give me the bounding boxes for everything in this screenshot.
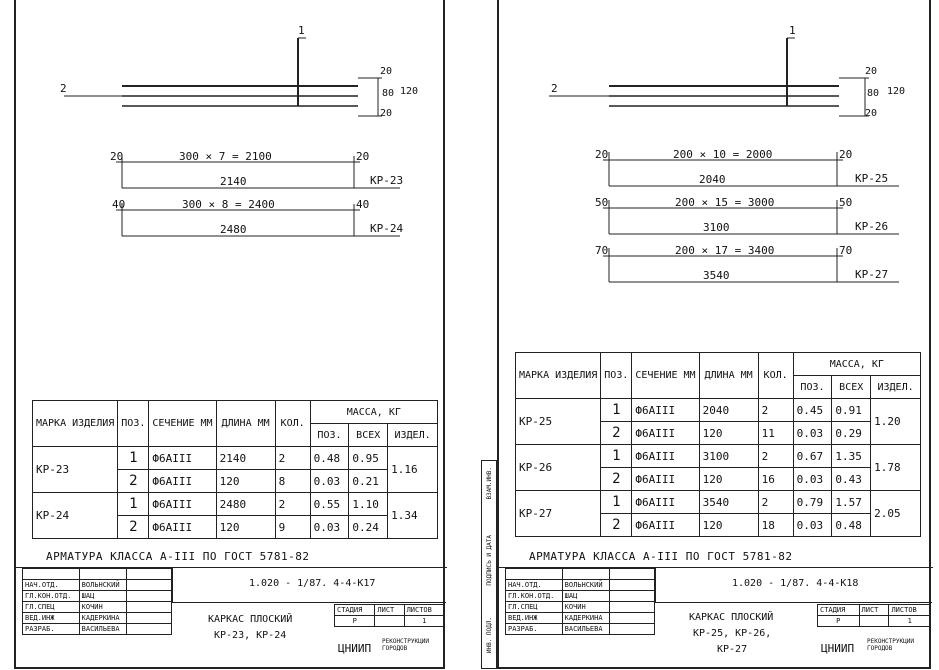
cell-mass-pos: 0.03: [793, 468, 832, 491]
drawing-title: КАРКАС ПЛОСКИЙ: [208, 614, 293, 625]
org-name: ЦНИИП: [821, 642, 855, 655]
side-label: ИНВ. ПОДЛ.: [486, 617, 493, 654]
mark-label: КР-23: [370, 174, 404, 187]
sheet-header: ЛИСТ: [375, 605, 404, 616]
cell-mass-pos: 0.03: [310, 516, 349, 539]
cell-section: Ф6АIII: [632, 445, 699, 468]
header-length: ДЛИНА ММ: [216, 401, 275, 447]
sheet-header: ЛИСТ: [859, 605, 889, 616]
position-1-label: 1: [789, 24, 796, 37]
header-mass: МАССА, КГ: [793, 353, 920, 376]
dim-left: 20: [595, 148, 609, 161]
dim-vertical: 80: [382, 88, 395, 99]
person: КОЧИН: [79, 602, 126, 613]
dim-right: 20: [839, 148, 853, 161]
spec-table: [515, 352, 921, 537]
cell-section: Ф6АIII: [632, 422, 699, 445]
org-name-2: РЕКОНСТРУКЦИИ ГОРОДОВ: [382, 638, 429, 652]
mark-label: КР-27: [855, 268, 889, 281]
person: ВОЛЬНСКИЙ: [562, 580, 609, 591]
cell-pos: 2: [601, 422, 632, 445]
cell-mass-pos: 0.03: [310, 470, 349, 493]
cell-length: 3100: [699, 445, 758, 468]
cell-pos: 2: [118, 470, 149, 493]
title-block: [499, 567, 933, 670]
person: ВАСИЛЬЕВА: [562, 624, 609, 635]
header-length: ДЛИНА ММ: [699, 353, 758, 399]
side-strip: [481, 460, 497, 669]
position-2-label: 2: [551, 82, 558, 95]
header-pos: ПОЗ.: [601, 353, 632, 399]
code-box: [172, 568, 446, 603]
cell-section: Ф6АIII: [149, 516, 216, 539]
cell-mark: КР-25: [516, 399, 601, 445]
cell-mass-pos: 0.48: [310, 447, 349, 470]
stage-header: СТАДИЯ: [335, 605, 375, 616]
dim-right: 40: [356, 198, 370, 211]
rebar-class-note: АРМАТУРА КЛАССА А-III ПО ГОСТ 5781-82: [529, 550, 793, 563]
cell-section: Ф6АIII: [149, 447, 216, 470]
cell-qty: 2: [275, 447, 310, 470]
cell-qty: 2: [758, 399, 793, 422]
mark-label: КР-24: [370, 222, 404, 235]
cell-mass-all: 0.21: [349, 470, 388, 493]
table-row: [516, 399, 921, 422]
role: НАЧ.ОТД.: [506, 580, 563, 591]
stage-table: [817, 604, 931, 627]
dim-left: 50: [595, 196, 609, 209]
dim-total: 2040: [699, 173, 726, 186]
cell-section: Ф6АIII: [149, 470, 216, 493]
cell-qty: 8: [275, 470, 310, 493]
role: НАЧ.ОТД.: [23, 580, 80, 591]
mark-label: КР-25: [855, 172, 889, 185]
cell-qty: 2: [275, 493, 310, 516]
drawing-subtitle-2: КР-27: [717, 644, 748, 655]
header-section: СЕЧЕНИЕ ММ: [149, 401, 216, 447]
dim-chain: 300 × 8 = 2400: [182, 198, 275, 211]
person: ВОЛЬНСКИЙ: [79, 580, 126, 591]
cell-qty: 9: [275, 516, 310, 539]
header-qty: КОЛ.: [758, 353, 793, 399]
header-mass-item: ИЗДЕЛ.: [871, 376, 921, 399]
cell-mass-all: 0.95: [349, 447, 388, 470]
cell-qty: 16: [758, 468, 793, 491]
header-pos: ПОЗ.: [118, 401, 149, 447]
cell-mass-all: 0.29: [832, 422, 871, 445]
side-label: ПОДПИСЬ И ДАТА: [486, 535, 493, 586]
org-name-2: РЕКОНСТРУКЦИИ ГОРОДОВ: [867, 638, 914, 652]
dim-chain: 200 × 15 = 3000: [675, 196, 775, 209]
cell-mark: КР-26: [516, 445, 601, 491]
dim-left: 40: [112, 198, 126, 211]
dim-left: 20: [110, 150, 124, 163]
cell-mass-pos: 0.03: [793, 514, 832, 537]
dim-total: 3540: [703, 269, 730, 282]
cell-pos: 1: [601, 491, 632, 514]
position-2-label: 2: [60, 82, 67, 95]
dim-right: 70: [839, 244, 853, 257]
dim-right: 20: [356, 150, 370, 163]
cell-qty: 2: [758, 445, 793, 468]
stage-value: Р: [335, 616, 375, 627]
cell-pos: 1: [601, 399, 632, 422]
spec-table: [32, 400, 438, 539]
person: ШАЦ: [562, 591, 609, 602]
signatures-table: [505, 568, 655, 635]
header-mark: МАРКА ИЗДЕЛИЯ: [516, 353, 601, 399]
cell-mass-item: 1.20: [871, 399, 921, 445]
cell-length: 120: [699, 468, 758, 491]
table-row: [516, 445, 921, 468]
signatures-table: [22, 568, 172, 635]
document-code: 1.020 - 1/87. 4-4-К18: [732, 578, 859, 589]
table-row: [33, 493, 438, 516]
stage-header: СТАДИЯ: [818, 605, 860, 616]
cell-mass-pos: 0.45: [793, 399, 832, 422]
role: ВЕД.ИНЖ: [506, 613, 563, 624]
dim-vertical: 20: [865, 108, 878, 119]
cell-mass-pos: 0.79: [793, 491, 832, 514]
role: РАЗРАБ.: [506, 624, 563, 635]
dim-total: 3100: [703, 221, 730, 234]
person: ШАЦ: [79, 591, 126, 602]
dim-vertical: 20: [380, 66, 393, 77]
dim-chain: 200 × 17 = 3400: [675, 244, 775, 257]
dim-total: 2140: [220, 175, 247, 188]
cell-mark: КР-24: [33, 493, 118, 539]
cell-mark: КР-27: [516, 491, 601, 537]
cell-pos: 2: [601, 514, 632, 537]
cell-length: 120: [699, 422, 758, 445]
cell-length: 120: [216, 516, 275, 539]
stage-table: [334, 604, 445, 627]
cell-pos: 2: [601, 468, 632, 491]
dim-vertical: 120: [400, 86, 419, 97]
cell-mass-item: 1.34: [388, 493, 438, 539]
cell-mass-item: 1.16: [388, 447, 438, 493]
dim-vertical: 120: [887, 86, 906, 97]
cell-length: 2040: [699, 399, 758, 422]
cell-mark: КР-23: [33, 447, 118, 493]
dim-chain: 200 × 10 = 2000: [673, 148, 773, 161]
cell-mass-all: 1.57: [832, 491, 871, 514]
sheets-value: 1: [404, 616, 444, 627]
cell-pos: 1: [118, 447, 149, 470]
rebar-class-note: АРМАТУРА КЛАССА А-III ПО ГОСТ 5781-82: [46, 550, 310, 563]
cell-section: Ф6АIII: [149, 493, 216, 516]
cell-qty: 11: [758, 422, 793, 445]
cell-length: 3540: [699, 491, 758, 514]
cell-pos: 2: [118, 516, 149, 539]
cell-mass-all: 0.43: [832, 468, 871, 491]
header-mass-pos: ПОЗ.: [310, 424, 349, 447]
drawing-title: КАРКАС ПЛОСКИЙ: [689, 612, 774, 623]
title-block: [16, 567, 447, 670]
role: РАЗРАБ.: [23, 624, 80, 635]
side-label: ВЗАМ.ИНВ.: [486, 467, 493, 500]
header-mass-item: ИЗДЕЛ.: [388, 424, 438, 447]
cell-mass-pos: 0.03: [793, 422, 832, 445]
person: КАДЕРКИНА: [562, 613, 609, 624]
position-1-label: 1: [298, 24, 305, 37]
header-mass-all: ВСЕХ: [349, 424, 388, 447]
dim-vertical: 80: [867, 88, 880, 99]
cell-length: 120: [216, 470, 275, 493]
role: ГЛ.СПЕЦ: [506, 602, 563, 613]
cell-pos: 1: [601, 445, 632, 468]
cell-mass-all: 0.48: [832, 514, 871, 537]
cell-mass-pos: 0.67: [793, 445, 832, 468]
sheets-header: ЛИСТОВ: [889, 605, 931, 616]
stage-value: Р: [818, 616, 860, 627]
dim-total: 2480: [220, 223, 247, 236]
cell-qty: 18: [758, 514, 793, 537]
dim-right: 50: [839, 196, 853, 209]
role: ГЛ.КОН.ОТД.: [23, 591, 80, 602]
dim-chain: 300 × 7 = 2100: [179, 150, 272, 163]
dim-left: 70: [595, 244, 609, 257]
header-mass-all: ВСЕХ: [832, 376, 871, 399]
table-row: [33, 447, 438, 470]
cell-mass-pos: 0.55: [310, 493, 349, 516]
sheet-left: [14, 0, 445, 669]
role: ВЕД.ИНЖ: [23, 613, 80, 624]
table-row: [516, 491, 921, 514]
cell-mass-all: 0.91: [832, 399, 871, 422]
dim-vertical: 20: [865, 66, 878, 77]
cell-mass-all: 0.24: [349, 516, 388, 539]
header-mass-pos: ПОЗ.: [793, 376, 832, 399]
dim-vertical: 20: [380, 108, 393, 119]
sheet-right: [486, 0, 931, 669]
cell-mass-item: 2.05: [871, 491, 921, 537]
role: ГЛ.КОН.ОТД.: [506, 591, 563, 602]
drawing-subtitle: КР-23, КР-24: [214, 630, 287, 641]
cell-mass-item: 1.78: [871, 445, 921, 491]
header-qty: КОЛ.: [275, 401, 310, 447]
cell-qty: 2: [758, 491, 793, 514]
sheets-value: 1: [889, 616, 931, 627]
cell-section: Ф6АIII: [632, 491, 699, 514]
cell-section: Ф6АIII: [632, 399, 699, 422]
cell-mass-all: 1.35: [832, 445, 871, 468]
drawing-subtitle: КР-25, КР-26,: [693, 628, 772, 639]
cell-mass-all: 1.10: [349, 493, 388, 516]
cell-section: Ф6АIII: [632, 514, 699, 537]
code-box: [655, 568, 932, 603]
person: ВАСИЛЬЕВА: [79, 624, 126, 635]
sheets-header: ЛИСТОВ: [404, 605, 444, 616]
mark-label: КР-26: [855, 220, 889, 233]
header-mark: МАРКА ИЗДЕЛИЯ: [33, 401, 118, 447]
org-name: ЦНИИП: [338, 642, 372, 655]
cell-length: 2480: [216, 493, 275, 516]
cell-length: 2140: [216, 447, 275, 470]
cell-length: 120: [699, 514, 758, 537]
role: ГЛ.СПЕЦ: [23, 602, 80, 613]
document-code: 1.020 - 1/87. 4-4-К17: [249, 578, 376, 589]
header-section: СЕЧЕНИЕ ММ: [632, 353, 699, 399]
cell-pos: 1: [118, 493, 149, 516]
cell-section: Ф6АIII: [632, 468, 699, 491]
person: КАДЕРКИНА: [79, 613, 126, 624]
header-mass: МАССА, КГ: [310, 401, 437, 424]
person: КОЧИН: [562, 602, 609, 613]
